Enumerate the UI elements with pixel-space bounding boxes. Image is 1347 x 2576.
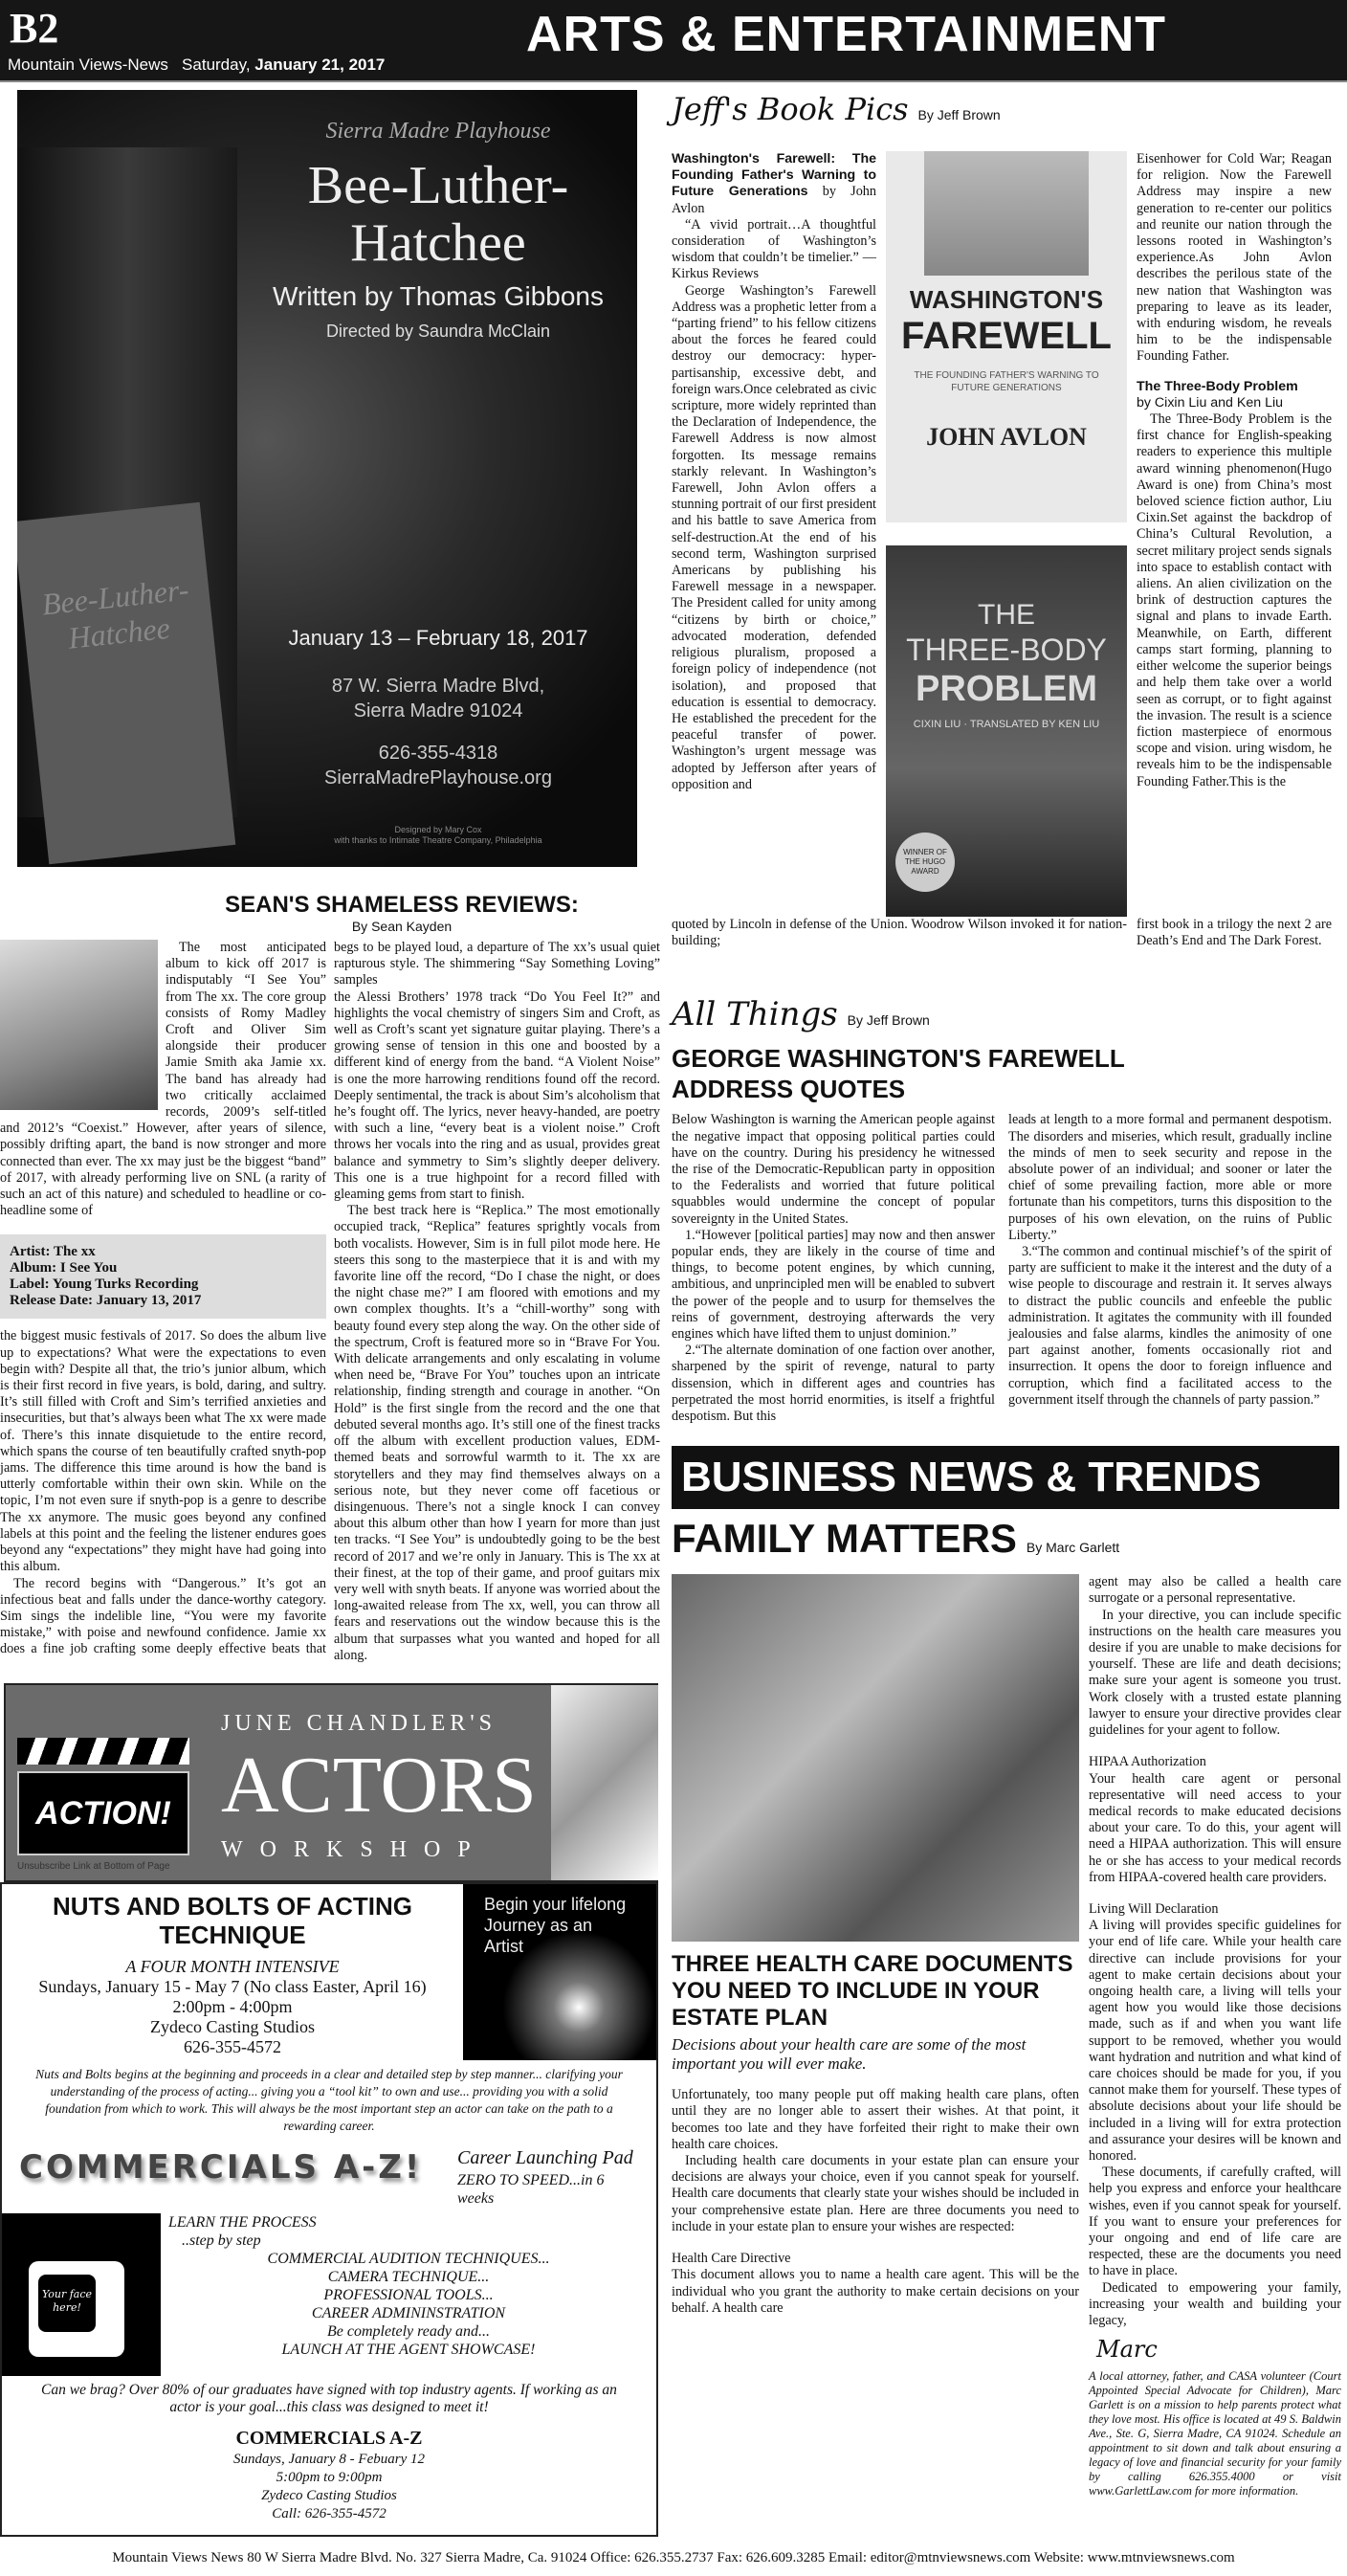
business-grid (672, 1574, 1339, 2498)
author: CIXIN LIU (913, 719, 961, 730)
credit-line: with thanks to Intimate Theatre Company, Philadelphia (334, 835, 542, 845)
date-prefix: Saturday, (182, 56, 255, 74)
paragraph: The Three-Body Problem is the first chance for English-speaking readers to experience this multiple award winning phenomenon(Hugo Award is one) from China’s most beloved science fiction author, Liu Cixin.Set against the backdrop of China’s Cultural Revolution, a secret military project sends signals into space to establish contact with aliens. An alien civilization on the brink of destruction captures the signal and plans to invade Earth. Meanwhile, on Earth, different camps start forming, planning to either welcome the superior beings and help them take over a world seen as corrupt, or to fight against the invasion. The result is a science fiction masterpiece of enormous scope and vision. uring wisdom, he reveals him to be the indispensable Founding Father.This is the (1137, 411, 1332, 789)
book-right-col (1137, 151, 1332, 917)
book-covers (886, 151, 1127, 917)
article-deck: Decisions about your health care are some of the most important you will ever make. (672, 2035, 1027, 2074)
poster-title (247, 157, 629, 272)
career-launching-pad: Career Launching Pad (457, 2146, 633, 2168)
business-col1 (672, 1574, 1079, 2498)
award-badge: WINNER OF THE HUGO AWARD (895, 833, 955, 892)
book1-cover (886, 151, 1127, 522)
poster-website: SierraMadrePlayhouse.org (324, 767, 552, 788)
cover-author: CIXIN LIU · TRANSLATED BY KEN LIU (913, 719, 1100, 730)
all-things-title: All Things (672, 995, 838, 1034)
poster-venue: Sierra Madre Playhouse (325, 119, 551, 144)
step-line: ..step by step (182, 2232, 261, 2249)
commercials-tv-row (2, 2213, 656, 2376)
left-column (0, 90, 660, 2537)
page-header (0, 0, 1347, 82)
paragraph: These documents, if carefully crafted, will help you express and enforce your healthcare wishes, even if you cannot speak for yourself. If you want to ensure your preferences for your ongoing and end of life care are respected, these are the documents you need to have in place. (1089, 2165, 1341, 2279)
subhead: Living Will Declaration (1089, 1900, 1219, 1917)
book2-author: by Cixin Liu and Ken Liu (1137, 394, 1284, 411)
tv-icon (2, 2213, 161, 2376)
clapperboard-icon: ACTION! (17, 1771, 189, 1855)
paragraph: This document allows you to name a health care agent. This will be the individual who you grant the authority to make certain decisions on your behalf. A health care (672, 2267, 1079, 2316)
ad-line2: ACTORS (221, 1740, 537, 1830)
commercials-schedule (2, 2426, 656, 2523)
issue-date: January 21, 2017 (254, 56, 386, 74)
acting-classes-ad (0, 1882, 658, 2537)
business-col2 (1089, 1574, 1341, 2498)
commercials-dates: Sundays, January 8 - Febuary 12 (233, 2451, 425, 2467)
sean-review-body (0, 940, 660, 1664)
poster-credits (247, 825, 629, 846)
paragraph: 2.“The alternate domination of one faction over another, sharpened by the spirit of revenge, natural to party dissension, which in different ages and countries has perpetrated the most horrid enormities, is itself a frightful despotism. But this (672, 1343, 995, 1425)
book-pics-header (672, 90, 1339, 128)
cover-title: PROBLEM (916, 669, 1097, 709)
cover-subtitle: THE FOUNDING FATHER'S WARNING TO FUTURE GENERATIONS (914, 370, 1099, 393)
book-bottom-left (672, 917, 1127, 949)
paragraph: first book in a trilogy the next 2 are Death’s End and The Dark Forest. (1137, 917, 1332, 949)
commercials-time: 5:00pm to 9:00pm (276, 2469, 383, 2485)
sean-header (163, 892, 641, 934)
right-column (670, 90, 1339, 2537)
nuts-schedule (11, 1957, 453, 2057)
book2-title: The Three-Body Problem (1137, 378, 1298, 394)
book-pics-title: Jeff's Book Pics (672, 91, 909, 127)
poster-book-image: Bee-Luther-Hatchee (17, 502, 235, 865)
section-title: ARTS & ENTERTAINMENT (526, 7, 1167, 62)
sean-byline: By Sean Kayden (351, 919, 453, 934)
paragraph: Below Washington is warning the American people against the negative impact that opposing political parties could have on the country. During his presidency he witnessed the rise of the Democratic-Republican party in opposition to the Federalists and worried that future political squabbles would undermine the concept of popular sovereignty in the United States. (672, 1112, 995, 1227)
book2-cover (886, 545, 1127, 917)
journey-image: Begin your lifelong Journey as an Artist (463, 1884, 656, 2060)
commercials-title: COMMERCIALS A-Z (235, 2427, 423, 2449)
list-item: Be completely ready and... (326, 2322, 490, 2340)
commercials-list (161, 2250, 656, 2359)
album-release-date: Release Date: January 13, 2017 (10, 1293, 202, 1309)
page-number: B2 (10, 5, 59, 52)
poster-phone: 626-355-4318 (378, 743, 498, 764)
family-matters-byline: By Marc Garlett (1026, 1540, 1120, 1556)
all-things-headline: GEORGE WASHINGTON'S FAREWELL ADDRESS QUOTES (672, 1044, 1125, 1104)
commercials-brag: Can we brag? Over 80% of our graduates have signed with top industry agents. If working as an actor is your goal...this class was designed to meet it! (41, 2381, 617, 2415)
book-bottom-right (1137, 917, 1332, 949)
ad-line3: WORKSHOP (221, 1836, 488, 1862)
album-info-box (0, 1234, 326, 1319)
clapper-stripes (17, 1738, 189, 1765)
list-item: CAMERA TECHNIQUE... (327, 2268, 490, 2285)
album-label: Label: Young Turks Recording (10, 1277, 199, 1293)
paragraph: Dedicated to empowering your family, increasing your wealth and building your legacy, (1089, 2279, 1341, 2328)
signature: Marc (1096, 2336, 1158, 2364)
ad-line1: JUNE CHANDLER'S (221, 1710, 497, 1736)
paragraph: Your health care agent or personal representative will need access to your medical records to make educated decisions about your care. To do this, your agent will need a HIPAA authorization. This will ensure he or she has access to your medical records from HIPAA-covered health care providers. (1089, 1770, 1341, 1885)
family-photo (672, 1574, 1079, 1942)
zero-to-speed: ZERO TO SPEED...in 6 weeks (457, 2171, 605, 2207)
business-banner: BUSINESS NEWS & TRENDS (672, 1446, 1339, 1509)
unsubscribe-link[interactable]: Unsubscribe Link at Bottom of Page (17, 1860, 170, 1872)
all-things-header (672, 995, 1339, 1033)
credit-line: Designed by Mary Cox (394, 825, 482, 834)
paragraph: leads at length to a more formal and permanent despotism. The disorders and miseries, which result, gradually incline the minds of men to seek security and repose in the absolute power of an individual; and sooner or later the chief of some prevailing faction, more able or more fortunate than his competitors, turns this disposition to the purposes of his own elevation, on the ruins of Public Liberty.” (1008, 1112, 1332, 1243)
paragraph: quoted by Lincoln in defense of the Union. Woodrow Wilson invoked it for nation-building; (672, 917, 1127, 949)
page-columns (0, 90, 1347, 2537)
commercials-header-row (2, 2148, 656, 2208)
book1-author: by John Avlon (672, 184, 876, 216)
paragraph: the biggest music festivals of 2017. So does the album live up to expectations? What were the expectations to even begin with? Despite all that, the trio’s junior album, which is their first record in five years, is bold, daring, and sultry. It’s still filled with Croft and Sim’s terrified anxieties and insecurities, but that’s always been what The xx were made of. There’s this innate disquietude to the entire record, which spans the course of ten beautifully crafted snyth-pop jams. The difference this time around is how the band is utterly comfortable within their own skin. While on the topic, I’m not even sure if snyth-pop is a genre to describe The xx anymore. The music goes beyond any confined labels at this point and the feeling the listener endures goes beyond any “expectations” they might have had going into this album. (0, 1328, 326, 1575)
business-col1-text (672, 2087, 1079, 2317)
subhead: Health Care Directive (672, 2251, 791, 2267)
sean-intro: The most anticipated album to kick off 2017 is indisputably “I See You” from The xx. The core group consists of Romy Madley Croft and Oliver Sim alongside their producer Jamie Smith aka Jamie xx. The band has already had two critically acclaimed records, 2009’s self-titled and 2012’s “Coexist.” However, after years of silence, possibly drifting apart, the band is now stronger and more connected than ever. The xx may just be the biggest “band” of 2017, with already performing live on SNL (a rarity of such an act of this nature) and scheduled to headline or co-headline some of (0, 940, 326, 1219)
addr-line: Sierra Madre 91024 (353, 700, 523, 722)
subhead: HIPAA Authorization (1089, 1754, 1206, 1770)
cover-title: FAREWELL (901, 315, 1112, 357)
all-things-body (672, 1112, 1332, 1425)
poster-writer: Written by Thomas Gibbons (272, 281, 604, 311)
paragraph: Unfortunately, too many people put off making health care plans, often until they are no longer able to assert their wishes. At that point, it becomes too late and they have forfeited their right to make their own health care choices. (672, 2087, 1079, 2152)
poster-dates: January 13 – February 18, 2017 (288, 626, 588, 650)
author-bio: A local attorney, father, and CASA volunteer (Court Appointed Special Advocate for Children), Marc Garlett is on a mission to help parents protect what they love most. His office is located at 49 S. Baldwin Ave., Ste. G, Sierra Madre, CA 91024. Schedule an appointment to sit down and talk about ensuring a legacy of love and financial security for your family by calling 626.355.4000 or visit www.GarlettLaw.com for more information. (1089, 2369, 1341, 2498)
paragraph: 3.“The common and continual mischief’s of the spirit of party are sufficient to make it the interest and the duty of a wise people to discourage and restrain it. It serves always to distract the public councils and enfeeble the public administration. It agitates the community with ill founded jealousies and false alarms, kindles the animosity of one part against another, foments occasionally riot and insurrection. It opens the door to foreign influence and corruption, which find a facilitated access to the government itself through the channels of party passion.” (1008, 1244, 1332, 1408)
poster-title-line: Bee-Luther- (307, 156, 569, 215)
cover-title: THE (978, 599, 1035, 631)
cover-title: WASHINGTON'S (909, 285, 1104, 314)
dateline (8, 56, 385, 75)
nuts-place: Zydeco Casting Studios (150, 2016, 315, 2036)
paragraph: In your directive, you can include specific instructions on the health care measures you desire if you are unable to make decisions for yourself. These are life and death decisions; make sure your agent is someone you trust. Work closely with a trusted estate planning lawyer to ensure your directive provides clear guidelines for your agent to follow. (1089, 1607, 1341, 1739)
tv-screen-text: Your face here! (38, 2275, 96, 2332)
poster-contact (247, 741, 629, 790)
paragraph: The record begins with “Dangerous.” It’s got an infectious beat and falls under the dance-worthy category. Sim sings the indelible line, “You were my favorite mistake,” with poise and newfound confidence. Jamie xx does a fine job crafting some deeply effective beats that begs to be played loud, a departure of The xx’s usual quiet rapturous style. The shimmering “Say Something Loving” samples (0, 940, 660, 1657)
learn-line: LEARN THE PROCESS (168, 2213, 317, 2231)
actors-workshop-ad[interactable] (4, 1683, 658, 1882)
commercials-list-block (161, 2213, 656, 2376)
poster-title-line: Hatchee (350, 213, 526, 273)
nuts-description: Nuts and Bolts begins at the beginning and proceeds in a clear and detailed step by step manner... clarifying your understanding of the process of acting... giving you a “tool kit” to own and use... providing you with a solid foundation from which to work. This will always be the most important step an actor can take on the path to a rewarding career. (35, 2066, 623, 2133)
cover-title: THREE-BODY (906, 633, 1107, 667)
nuts-left (2, 1884, 463, 2060)
poster-address (247, 674, 629, 723)
portrait-image (924, 151, 1089, 276)
book-pics-grid (672, 151, 1339, 949)
nuts-sub: A FOUR MONTH INTENSIVE (125, 1956, 340, 1976)
paragraph: The best track here is “Replica.” The most emotionally occupied track, “Replica” features sprightly vocals from both vocalists. However, Sim is in full pilot mode here. He steers this song to the masterpiece that it is and with my favorite line off the record, “Do I chase the night, or does the night chase me?” I am floored with emotions and my own complex thoughts. It’s a “chill-worthy” song with beauty found every step along the way. On the other side of the spectrum, Croft is featured more so in “Brave For You. With delicate arrangements and only escalating in volume when need be, “Brave For You” touches upon an intricate relationship, finding strength and courage in another. “On Hold” is the first single from the record and the one that debuted several months ago. It’s still one of the finest tracks off the album with excellent production values, EDM-themed beats and sorrowful warmth to it. The xx are storytellers and they may find themselves always on a serious note, but they never come off facetious or disingenuous. There’s not a single knock I can convey about this album other than how I yearn for more than just ten tracks. “I See You” is undoubtedly going to be the best record of 2017 and we’re only in January. This is The xx at their finest, at the top of their game, and proof guitars mix very well with snyth beats. If anyone was worried about the long-awaited release from The xx, well, you can throw all fears and reservations out the window because this is the album that surpasses what you wanted and hoped for all along. (334, 1203, 660, 1663)
playhouse-poster (17, 90, 637, 867)
nuts-phone: 626-355-4572 (184, 2036, 281, 2056)
poster-director: Directed by Saundra McClain (325, 322, 551, 341)
commercials-logo: COMMERCIALS A-Z! (19, 2147, 423, 2187)
book1-title: Washington's Farewell: The Founding Father's Warning to Future Generations (672, 151, 876, 200)
sean-reviews-title: SEAN'S SHAMELESS REVIEWS: (225, 892, 579, 918)
album-title: Album: I See You (10, 1260, 118, 1277)
list-item: COMMERCIAL AUDITION TECHNIQUES... (267, 2250, 550, 2267)
family-matters-header (672, 1515, 1339, 1563)
career-launching-block (457, 2148, 639, 2208)
cover-author: JOHN AVLON (926, 423, 1087, 451)
article-headline: THREE HEALTH CARE DOCUMENTS YOU NEED TO INCLUDE IN YOUR ESTATE PLAN (672, 1951, 1073, 2032)
family-matters-title: FAMILY MATTERS (672, 1516, 1017, 1562)
commercials-phone: Call: 626-355-4572 (272, 2505, 386, 2521)
all-things-byline: By Jeff Brown (847, 1012, 930, 1029)
book1-text (672, 151, 876, 917)
paper-name: Mountain Views-News (8, 56, 168, 74)
paragraph: A living will provides specific guidelines for your end of life care. While your health care directive can include provisions for your agent to make certain decisions about your ongoing health care, a living will tells your agent how you would like those decisions made, such as if and when you want life support to be removed, whether you would want hydration and nutrition and what kind of care choices should be made for you, if you cannot make them for yourself. These types of absolute decisions about your life should be included in a living will for extra protection and assurance your desires will be known and honored. (1089, 1918, 1341, 2164)
paragraph: agent may also be called a health care surrogate or a personal representative. (1089, 1574, 1341, 1607)
paragraph: Including health care documents in your estate plan can ensure your decisions are always your choice, even if you cannot speak for yourself. Health care documents that clearly state your wishes should be included in your comprehensive estate plan. Here are three documents you need to include in your estate plan to ensure your wishes are respected: (672, 2153, 1079, 2234)
list-item: PROFESSIONAL TOOLS... (323, 2286, 494, 2303)
paragraph: the Alessi Brothers’ 1978 track “Do You Feel It?” and highlights the vocal chemistry of singers Sim and Croft, as well as Croft’s scant yet signature guitar playing. There’s a growing sense of tension in this one and boosted by a different kind of energy from the band. “A Violent Noise” is one the more harrowing renditions found off the record. Deeply sentimental, the track is about Sim’s alcoholism that he’s fought off. The lyrics, never heavy-handed, are poetry with such a line, “every beat is a violent noise.” Croft throws her vocals into the ring and as usual, provides great balance and symmetry to Sim’s slightly deeper delivery. This one is a true highpoint for a record filled with gleaming gems from start to finish. (334, 988, 660, 1203)
instructor-photo (551, 1685, 658, 1880)
paragraph: 1.“However [political parties] may now and then answer popular ends, they are likely in the course of time and things, to become potent engines, by which cunning, ambitious, and unprincipled men will be enabled to subvert the power of the people and to usurp for themselves the reins of government, destroying afterwards the very engines which have lifted them to unjust dominion.” (672, 1227, 995, 1343)
addr-line: 87 W. Sierra Madre Blvd, (331, 676, 545, 697)
commercials-place: Zydeco Casting Studios (261, 2487, 397, 2503)
author-photo (0, 940, 158, 1110)
nuts-title: NUTS AND BOLTS OF ACTING TECHNIQUE (52, 1891, 412, 1949)
nuts-top (2, 1884, 656, 2060)
paragraph: “A vivid portrait…A thoughtful consideration of Washington’s wisdom that couldn’t be timelier.” —Kirkus Reviews (672, 216, 876, 282)
paragraph: Eisenhower for Cold War; Reagan for religion. Now the Farewell Address may inspire a new generation to re-center our politics and reunite our nation through the lessons rooted in Washington’s experience.As John Avlon describes the perilous state of the new nation that Washington was preparing to leave as its leader, with enduring wisdom, he reveals him to be the indispensable Founding Father. (1137, 151, 1332, 365)
page-footer: Mountain Views News 80 W Sierra Madre Blvd. No. 327 Sierra Madre, Ca. 91024 Office: 626.355.2737 Fax: 626.609.3285 Email: editor@mtnviewsnews.com Website: www.mtnviewsnews.com (112, 2549, 1235, 2565)
translator: TRANSLATED BY KEN LIU (969, 719, 1100, 730)
nuts-dates: Sundays, January 15 - May 7 (No class Easter, April 16) (38, 1976, 427, 1996)
book-pics-byline: By Jeff Brown (917, 107, 1001, 122)
learn-process (161, 2213, 656, 2250)
paragraph: George Washington’s Farewell Address was a prophetic letter from a “parting friend” to his fellow citizens about the forces he feared could destroy our democracy: hyper-partisanship, excessive debt, and foreign wars.Once celebrated as civic scripture, more widely reprinted than the Declaration of Independence, the Farewell Address is now almost forgotten. Its message remains starkly relevant. In Washington’s Farewell, John Avlon offers a stunning portrait of our first president and his battle to save America from self-destruction.At the end of his second term, Washington surprised Americans by publishing his Farewell message in a newspaper. The President called for unity among “citizens by birth or choice,” advocated moderation, defended religious pluralism, proposed a foreign policy of independence (not isolation), and proposed that education is essential to democracy. He established the precedent for the peaceful transfer of power. Washington’s urgent message was adopted by Jefferson after years of opposition and (672, 282, 876, 792)
list-item: CAREER ADMININSTRATION (311, 2304, 506, 2321)
nuts-time: 2:00pm - 4:00pm (172, 1996, 293, 2016)
album-artist: Artist: The xx (10, 1244, 96, 1260)
list-item: LAUNCH AT THE AGENT SHOWCASE! (281, 2341, 536, 2358)
